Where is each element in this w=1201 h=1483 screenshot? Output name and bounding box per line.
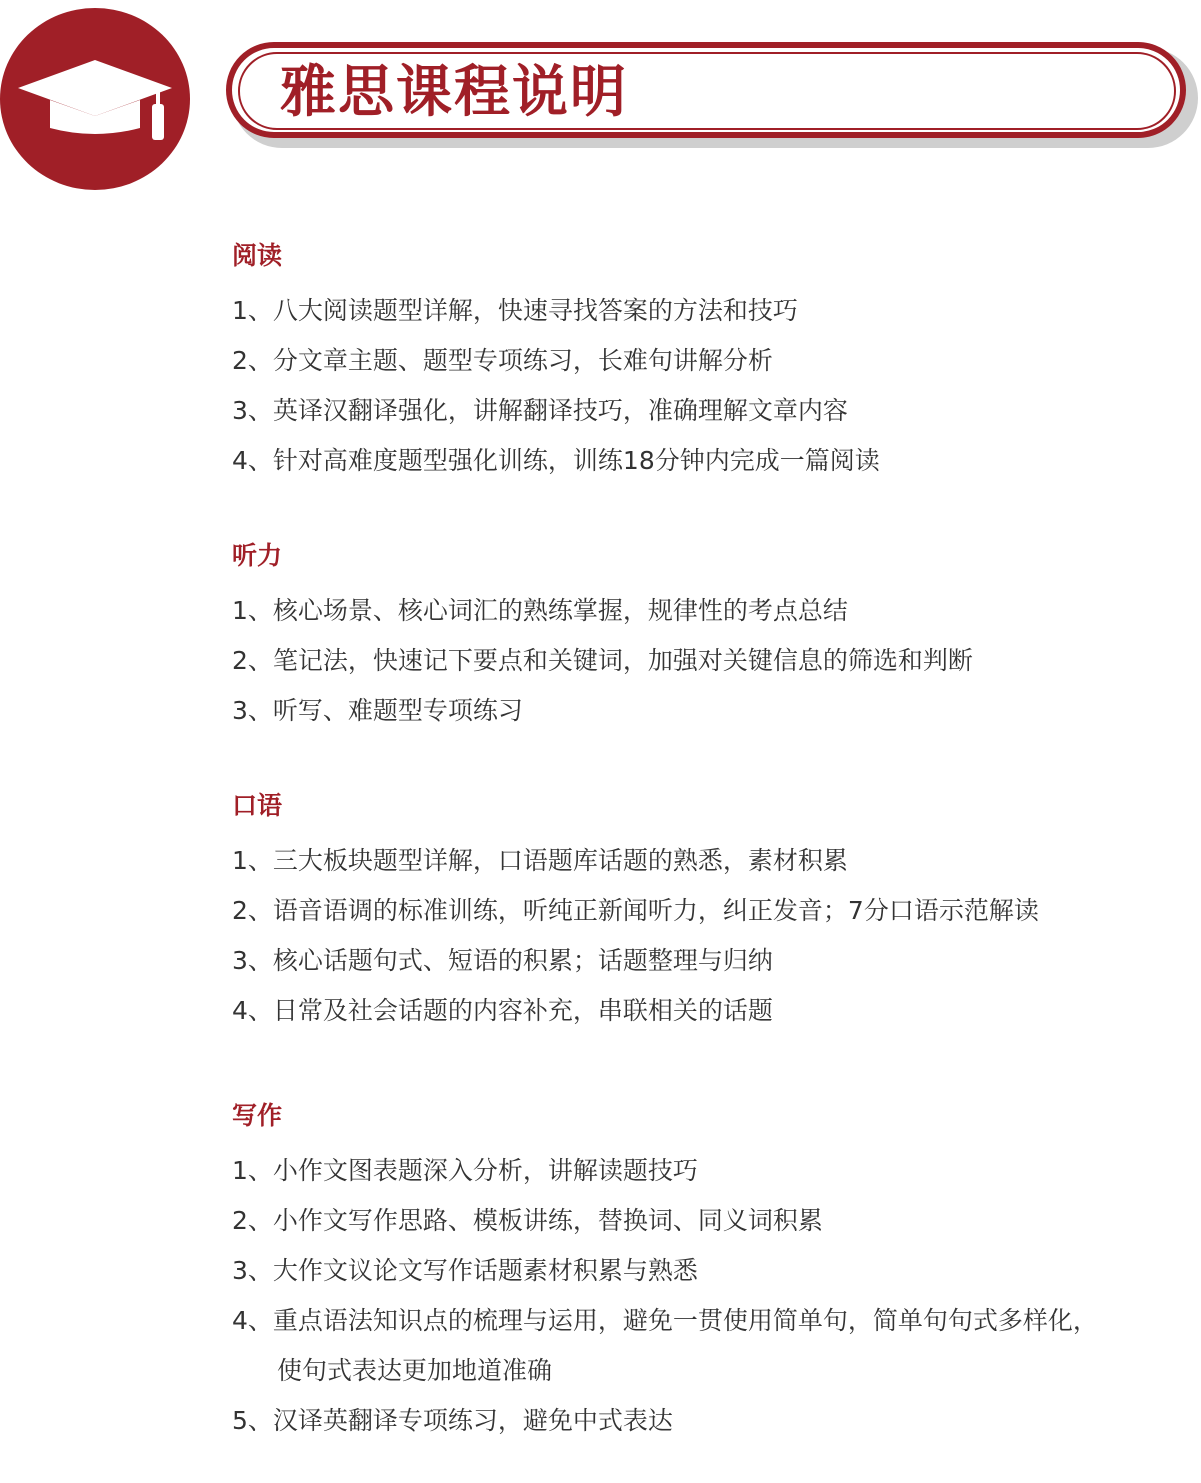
list-item: 4、日常及社会话题的内容补充，串联相关的话题	[232, 996, 773, 1025]
list-item: 3、英译汉翻译强化，讲解翻译技巧，准确理解文章内容	[232, 396, 848, 425]
list-item: 2、语音语调的标准训练，听纯正新闻听力，纠正发音；7分口语示范解读	[232, 896, 1039, 925]
section-writing	[232, 1096, 1192, 1446]
list-item: 4、重点语法知识点的梳理与运用，避免一贯使用简单句，简单句句式多样化，	[232, 1306, 1098, 1335]
list-item: 2、笔记法，快速记下要点和关键词，加强对关键信息的筛选和判断	[232, 646, 973, 675]
list-item: 4、针对高难度题型强化训练，训练18分钟内完成一篇阅读	[232, 446, 880, 475]
list-item: 5、汉译英翻译专项练习，避免中式表达	[232, 1406, 673, 1435]
list-item-continuation: 使句式表达更加地道准确	[277, 1356, 553, 1385]
list-item: 3、听写、难题型专项练习	[232, 696, 523, 725]
list-item: 3、核心话题句式、短语的积累；话题整理与归纳	[232, 946, 773, 975]
page-title: 雅思课程说明	[280, 60, 628, 125]
graduation-cap-icon	[0, 8, 190, 190]
section-reading	[232, 236, 1192, 486]
list-item: 1、小作文图表题深入分析，讲解读题技巧	[232, 1156, 698, 1185]
section-speaking	[232, 786, 1192, 1036]
list-item: 1、三大板块题型详解，口语题库话题的熟悉，素材积累	[232, 846, 848, 875]
section-heading: 阅读	[232, 241, 283, 270]
section-heading: 写作	[232, 1101, 283, 1130]
list-item: 1、核心场景、核心词汇的熟练掌握，规律性的考点总结	[232, 596, 848, 625]
list-item: 3、大作文议论文写作话题素材积累与熟悉	[232, 1256, 698, 1285]
section-listening	[232, 536, 1192, 736]
logo-badge	[0, 8, 190, 190]
list-item: 1、八大阅读题型详解，快速寻找答案的方法和技巧	[232, 296, 798, 325]
section-heading: 听力	[232, 541, 283, 570]
section-heading: 口语	[232, 791, 283, 820]
list-item: 2、小作文写作思路、模板讲练，替换词、同义词积累	[232, 1206, 823, 1235]
list-item: 2、分文章主题、题型专项练习，长难句讲解分析	[232, 346, 773, 375]
